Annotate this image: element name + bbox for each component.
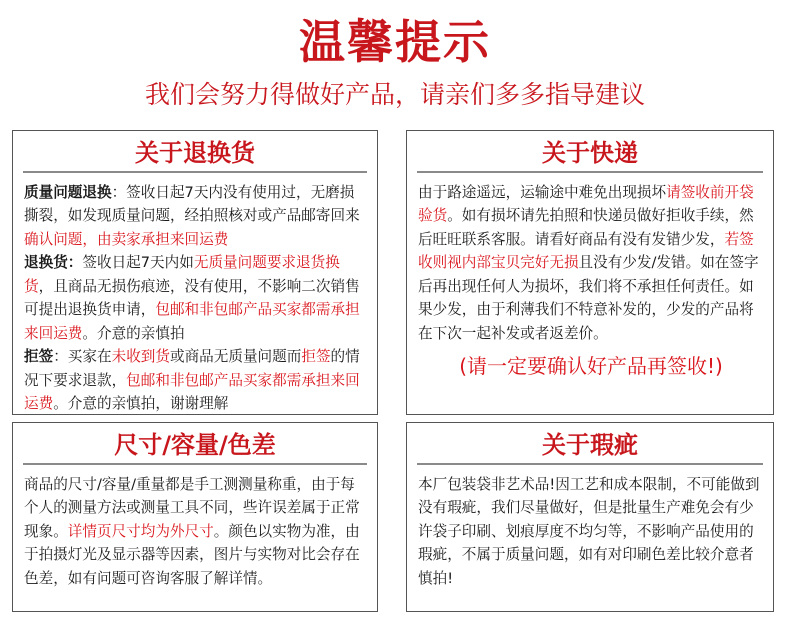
body-text: ：买家在 xyxy=(53,348,112,365)
body-text: 。如有损坏请先拍照和快递员做好拒收手续，然后旺旺联系客服。请看好商品有没有发错少发， xyxy=(418,207,754,248)
size-body xyxy=(13,473,377,591)
body-text: ：签收日起7天内没有使用过，无磨损撕裂，如发现质量问题，经拍照核对或产品邮寄回来 xyxy=(24,183,360,224)
shipping-notice: (请一定要确认好产品再签收!) xyxy=(459,354,723,378)
returns-quality-paragraph xyxy=(24,181,368,252)
body-text: 本厂包装袋非艺术品!因工艺和成本限制，不可能做到没有瑕疵，我们尽量做好，但是批量生产难免会有少许袋子印刷、划痕厚度不均匀等，不影响产品使用的瑕疵，不属于质量问题，如有对印刷色差比较介意者慎拍! xyxy=(418,475,760,587)
highlight-text: 包邮和非包邮产品买家都需承担来回运费 xyxy=(24,371,360,412)
shipping-body xyxy=(407,181,773,384)
highlight-text: 包邮和非包邮产品买家都需承担来回运费 xyxy=(24,301,360,342)
size-paragraph xyxy=(24,473,368,591)
bold-label: 拒签 xyxy=(24,348,54,365)
returns-panel xyxy=(12,130,378,415)
shipping-heading: 关于快递 xyxy=(542,139,638,167)
highlight-text: 若签收则视内部宝贝完好无损 xyxy=(418,230,754,271)
returns-divider xyxy=(23,171,367,173)
body-text: 。介意的亲慎拍，谢谢理解 xyxy=(53,395,229,412)
bold-label: 退换货： xyxy=(24,254,83,271)
size-divider xyxy=(23,463,367,465)
body-text: ，且商品无损伤痕迹，没有使用，不影响二次销售可提出退换货申请， xyxy=(24,277,360,318)
returns-body xyxy=(13,181,377,416)
body-text: 。介意的亲慎拍 xyxy=(82,324,185,342)
highlight-text: 请签收前开袋验货 xyxy=(418,183,754,224)
body-text: 签收日起7天内如 xyxy=(82,254,194,271)
body-text: 商品的尺寸/容量/重量都是手工测测量称重，由于每个人的测量方法或测量工具不同，些许误差属于正常现象。 xyxy=(24,475,360,540)
defects-body xyxy=(407,473,773,591)
returns-refusal-paragraph xyxy=(24,345,368,416)
shipping-paragraph xyxy=(418,181,764,346)
body-text: 或商品无质量问题而 xyxy=(169,348,302,365)
highlight-text: 无质量问题要求退货换货 xyxy=(24,254,340,295)
defects-paragraph xyxy=(418,473,764,591)
size-heading: 尺寸/容量/色差 xyxy=(114,431,276,459)
bold-label: 质量问题退换 xyxy=(24,183,112,201)
size-panel xyxy=(12,422,378,612)
defects-divider xyxy=(417,463,763,465)
shipping-panel xyxy=(406,130,774,415)
highlight-text: 确认问题，由卖家承担来回运费 xyxy=(24,230,229,248)
defects-panel xyxy=(406,422,774,612)
defects-heading: 关于瑕疵 xyxy=(542,431,638,459)
page-subtitle: 我们会努力得做好产品，请亲们多多指导建议 xyxy=(144,80,645,109)
body-text: 的情况下要求退款， xyxy=(24,348,360,389)
highlight-text: 未收到货 xyxy=(111,348,170,365)
body-text: 。颜色以实物为准，由于拍摄灯光及显示器等因素，图片与实物对比会存在色差，如有问题可咨询客服了解详情。 xyxy=(24,522,360,587)
page-title: 温馨提示 xyxy=(299,15,491,69)
body-text: 且没有少发/发错。如在签字后再出现任何人为损坏，我们将不承担任何责任。如果少发，由于利薄我们不特意补发的，少发的产品将在下次一起补发或者返差价。 xyxy=(418,254,759,342)
shipping-divider xyxy=(417,171,763,173)
returns-heading: 关于退换货 xyxy=(135,139,255,167)
returns-exchange-paragraph xyxy=(24,251,368,345)
highlight-text: 详情页尺寸均为外尺寸 xyxy=(67,522,214,540)
body-text: 由于路途遥远，运输途中难免出现损坏 xyxy=(418,183,667,201)
highlight-text: 拒签 xyxy=(301,348,331,365)
